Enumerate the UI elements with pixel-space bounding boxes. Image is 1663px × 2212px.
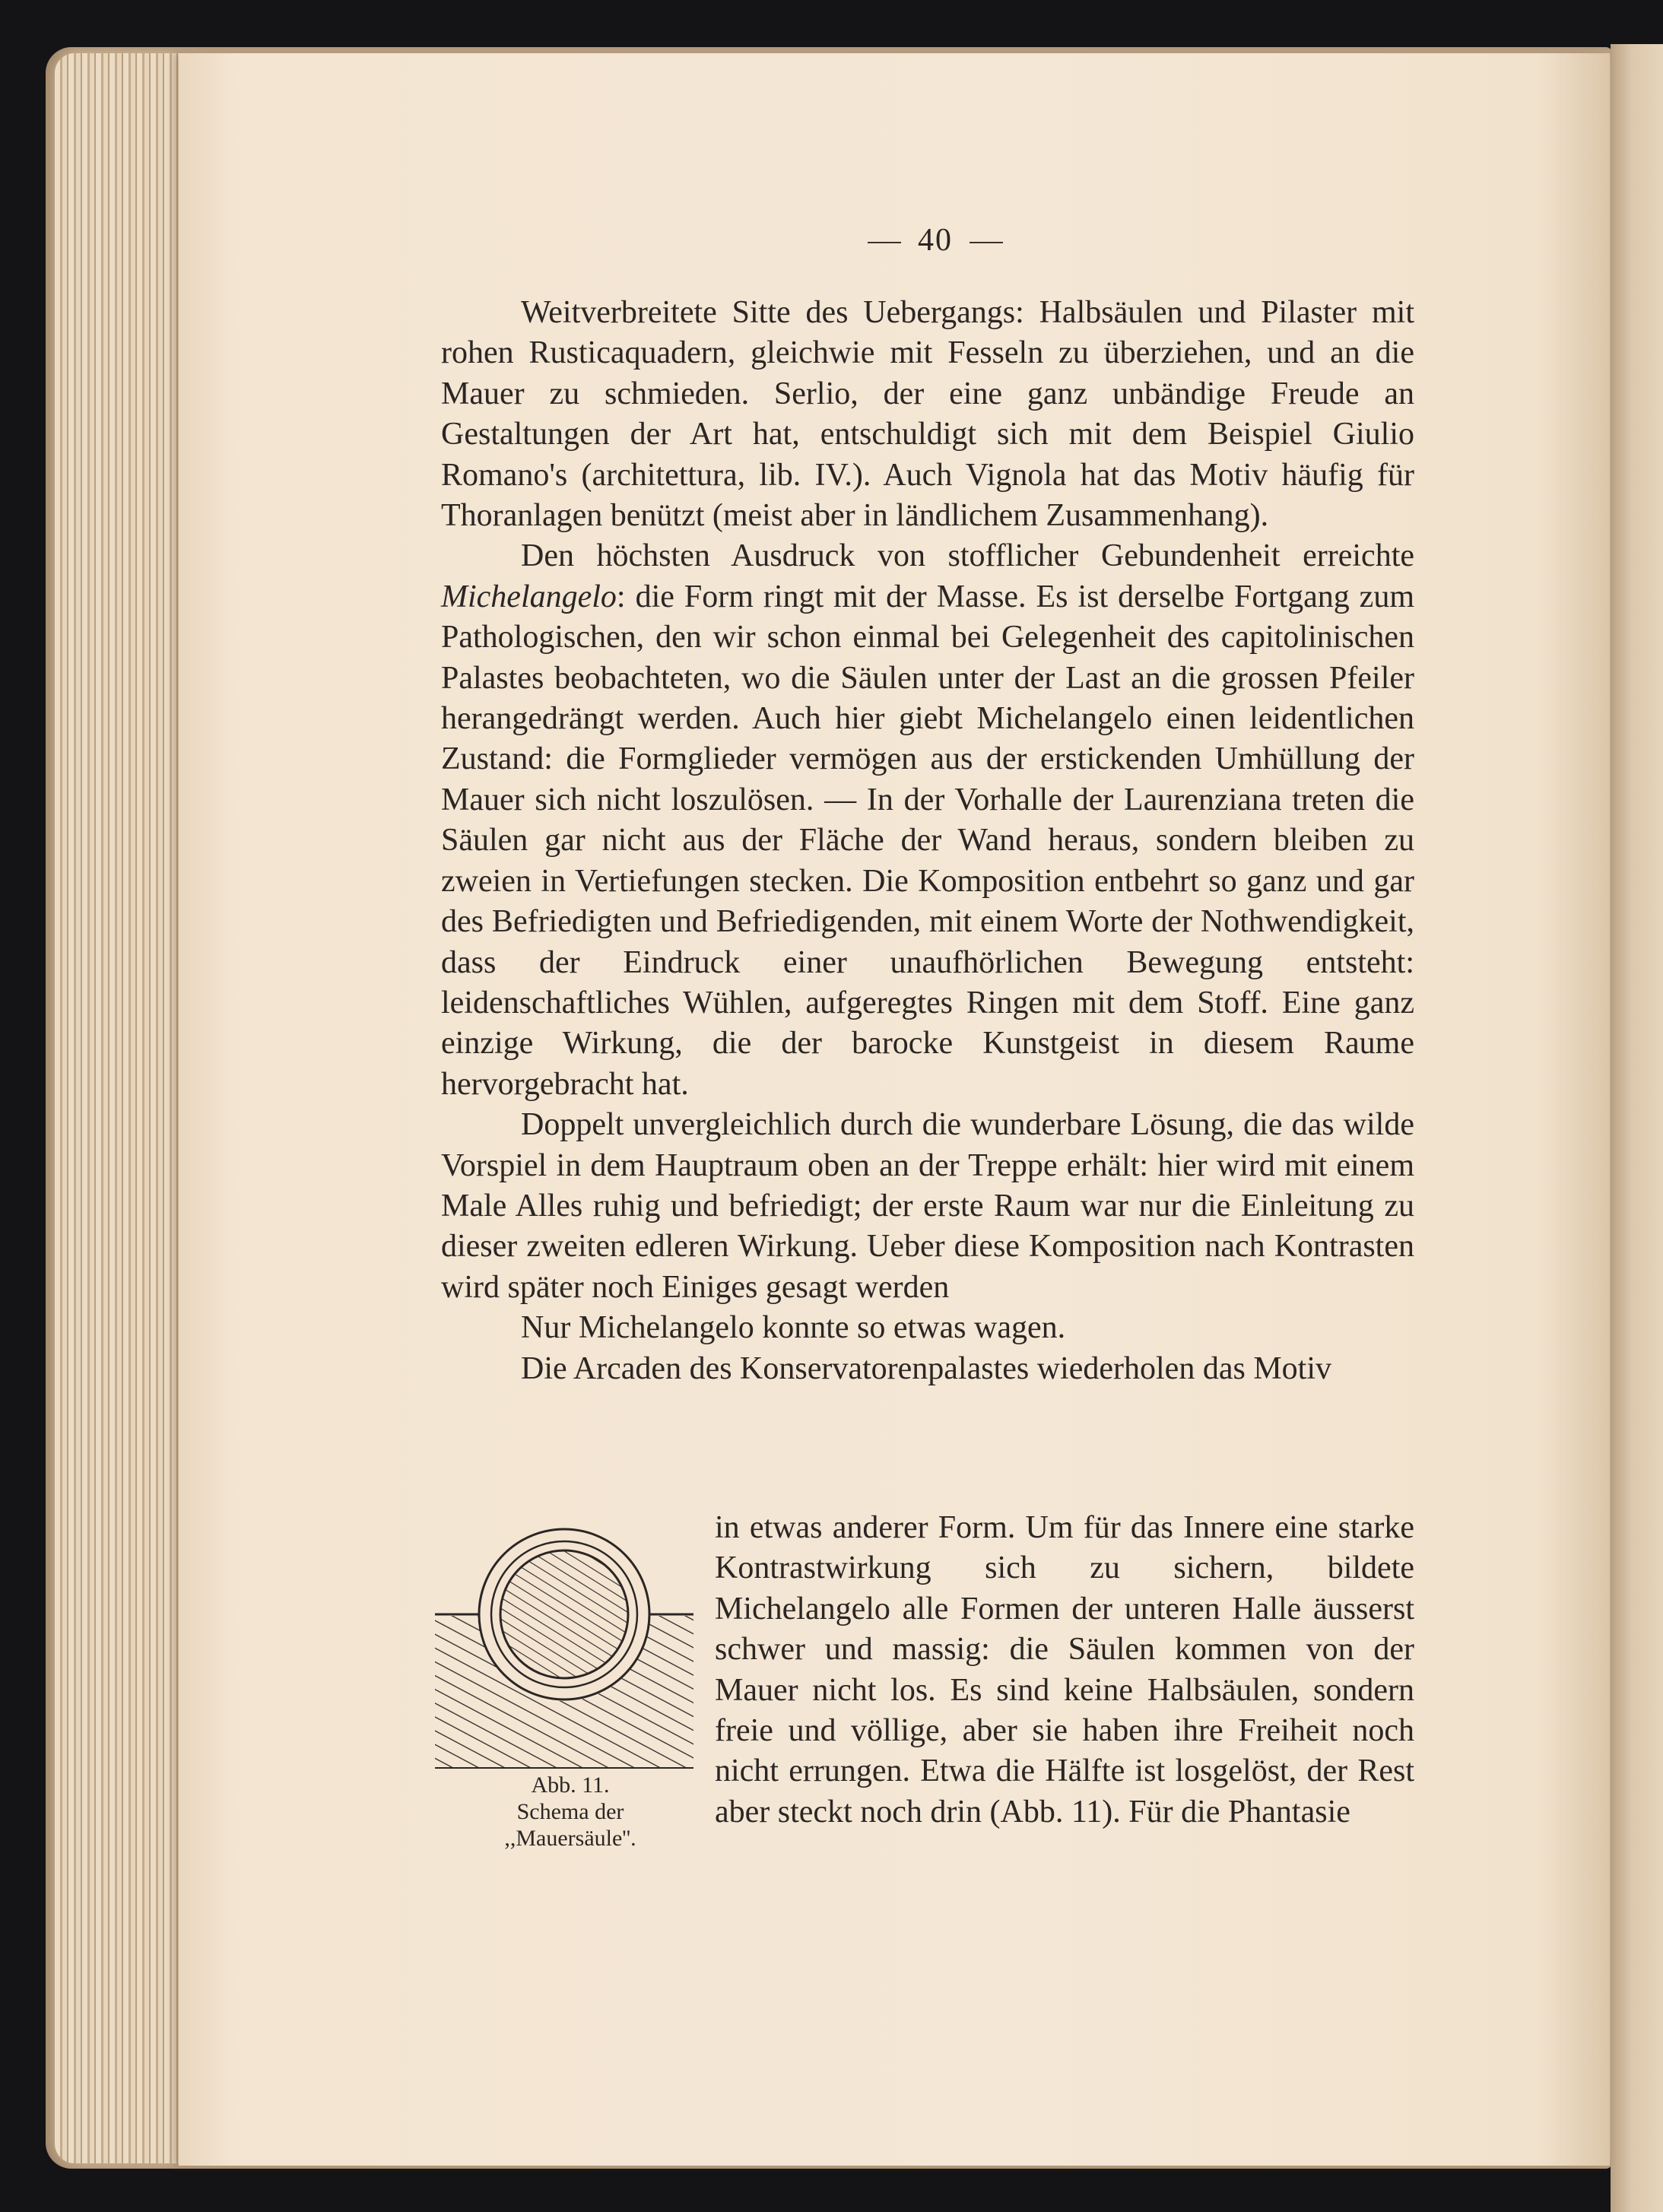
page-edges	[55, 53, 199, 2163]
figure-number: Abb. 11.	[531, 1772, 610, 1798]
body-text	[441, 293, 1414, 1389]
figure-caption-line-1: Schema der	[516, 1799, 624, 1824]
figure-caption	[456, 1772, 684, 1852]
column-diagram	[435, 1525, 693, 1776]
paragraph-3: Doppelt unvergleichlich durch die wunderbare Lösung, die das wilde Vorspiel in dem Hauptraum oben an der Treppe erhält: hier wird mit einem Male Alles ruhig und befriedigt; der erste Raum war nur die Einleitung zu dieser zweiten edleren Wirkung. Ueber diese Komposition nach Kontrasten wird später noch Einiges gesagt werden	[441, 1107, 1414, 1305]
paragraph-2: Den höchsten Ausdruck von stofflicher Gebundenheit erreichte Michelangelo: die Form ringt mit der Masse. Es ist derselbe Fortgang zum Pathologischen, den wir schon einmal bei Gelegenheit des capitolinischen Palastes beobachteten, wo die Säulen unter der Last an die grossen Pfeiler herangedrängt werden. Auch hier giebt Michelangelo einen leidentlichen Zustand: die Formglieder vermögen aus der erstickenden Umhüllung der Mauer sich nicht loszulösen. — In der Vorhalle der Laurenziana treten die Säulen gar nicht aus der Fläche der Wand heraus, sondern bleiben zu zweien in Vertiefungen stecken. Die Komposition entbehrt so ganz und gar des Befriedigten und Befriedigenden, mit einem Worte der Nothwendigkeit, dass der Eindruck einer unaufhörlichen Bewegung entsteht: leidenschaftliches Wühlen, aufgeregtes Ringen mit dem Stoff. Eine ganz einzige Wirkung, die der barocke Kunstgeist in diesem Raume hervorgebracht hat.	[441, 538, 1414, 1102]
page-number: 40	[836, 222, 1034, 259]
figure-caption-line-2: ,,Mauersäule''.	[504, 1826, 636, 1851]
figure-mauersaeule	[435, 1525, 693, 1776]
wrapped-text	[715, 1508, 1414, 1833]
name-michelangelo: Michelangelo	[441, 579, 617, 614]
paragraph-1: Weitverbreitete Sitte des Uebergangs: Halbsäulen und Pilaster mit rohen Rusticaquadern, gleichwie mit Fesseln zu überziehen, und an die Mauer zu schmieden. Serlio, der eine ganz unbändige Freude an Gestaltungen der Art hat, entschuldigt sich mit dem Beispiel Giulio Romano's (architettura, lib. IV.). Auch Vignola hat das Motiv häufig für Thoranlagen benützt (meist aber in ländlichem Zusammenhang).	[441, 295, 1414, 534]
paragraph-5-continued: in etwas anderer Form. Um für das Innere eine starke Kontrastwirkung sich zu sichern, bildete Michelangelo alle Formen der unteren Halle äusserst schwer und massig: die Säulen kommen von der Mauer nicht los. Es sind keine Halbsäulen, sondern freie und völlige, aber sie haben ihre Freiheit noch nicht errungen. Etwa die Hälfte ist losgelöst, der Rest aber steckt noch drin (Abb. 11). Für die Phantasie	[715, 1510, 1414, 1830]
facing-page-edge	[1611, 44, 1663, 2212]
paragraph-4: Nur Michelangelo konnte so etwas wagen.	[521, 1310, 1066, 1346]
paragraph-5: Die Arcaden des Konservatorenpalastes wiederholen das Motiv	[521, 1350, 1331, 1386]
